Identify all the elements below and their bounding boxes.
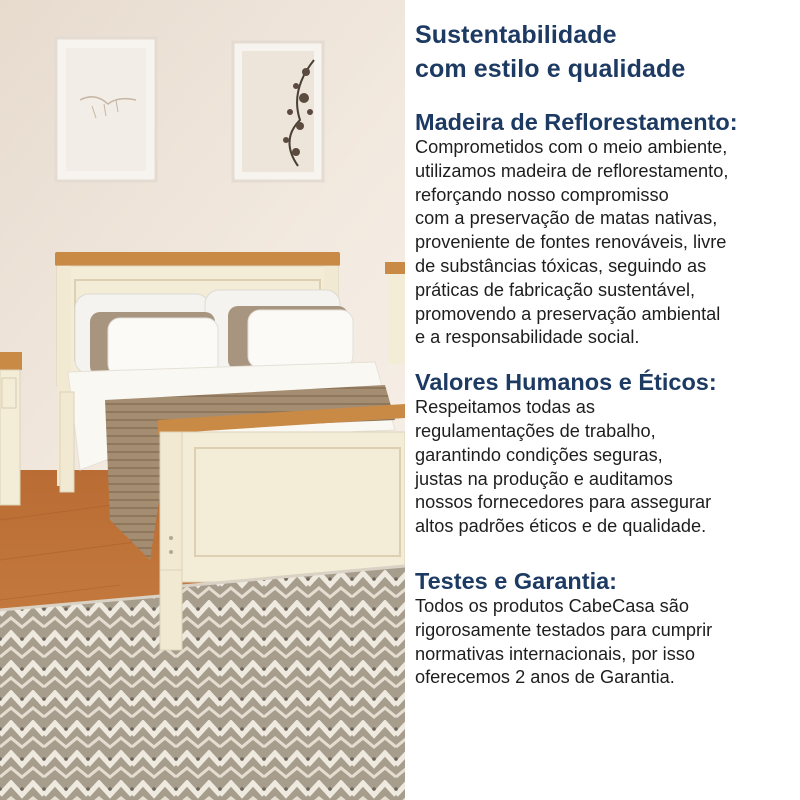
body-line: altos padrões éticos e de qualidade. [415, 516, 707, 537]
body-line: nossos fornecedores para assegurar [415, 492, 712, 513]
text-panel [405, 0, 800, 800]
section-reforestation [415, 108, 790, 350]
wall-art-left [56, 38, 156, 181]
body-line: oferecemos 2 anos de Garantia. [415, 667, 675, 688]
section-body [415, 595, 790, 690]
section-title: Testes e Garantia: [415, 567, 618, 594]
headline-line-1: Sustentabilidade [415, 21, 617, 49]
section-body [415, 396, 790, 539]
body-line: Respeitamos todas as [415, 397, 595, 418]
section-human-values [415, 368, 790, 539]
section-title: Madeira de Reflorestamento: [415, 109, 738, 135]
wall-art-right [233, 42, 323, 181]
body-line: rigorosamente testados para cumprir [415, 619, 713, 640]
body-line: utilizamos madeira de reflorestamento, [415, 160, 729, 181]
body-line: promovendo a preservação ambiental [415, 303, 721, 324]
section-tests-warranty [415, 567, 790, 690]
body-line: práticas de fabricação sustentável, [415, 279, 696, 300]
body-line: normativas internacionais, por isso [415, 643, 696, 664]
nightstand-left [0, 352, 22, 505]
headline [415, 18, 790, 86]
pillows [75, 290, 353, 376]
body-line: Comprometidos com o meio ambiente, [415, 137, 728, 157]
body-line: de substâncias tóxicas, seguindo as [415, 255, 707, 276]
section-title: Valores Humanos e Éticos: [415, 369, 717, 396]
headline-line-2: com estilo e qualidade [415, 55, 686, 83]
body-line: Todos os produtos CabeCasa são [415, 595, 689, 616]
body-line: regulamentações de trabalho, [415, 420, 656, 441]
body-line: reforçando nosso compromisso [415, 184, 669, 205]
body-line: justas na produção e auditamos [415, 468, 673, 489]
section-body [415, 136, 790, 350]
body-line: e a responsabilidade social. [415, 327, 640, 348]
body-line: garantindo condições seguras, [415, 444, 663, 465]
body-line: proveniente de fontes renováveis, livre [415, 232, 727, 253]
body-line: com a preservação de matas nativas, [415, 208, 718, 229]
